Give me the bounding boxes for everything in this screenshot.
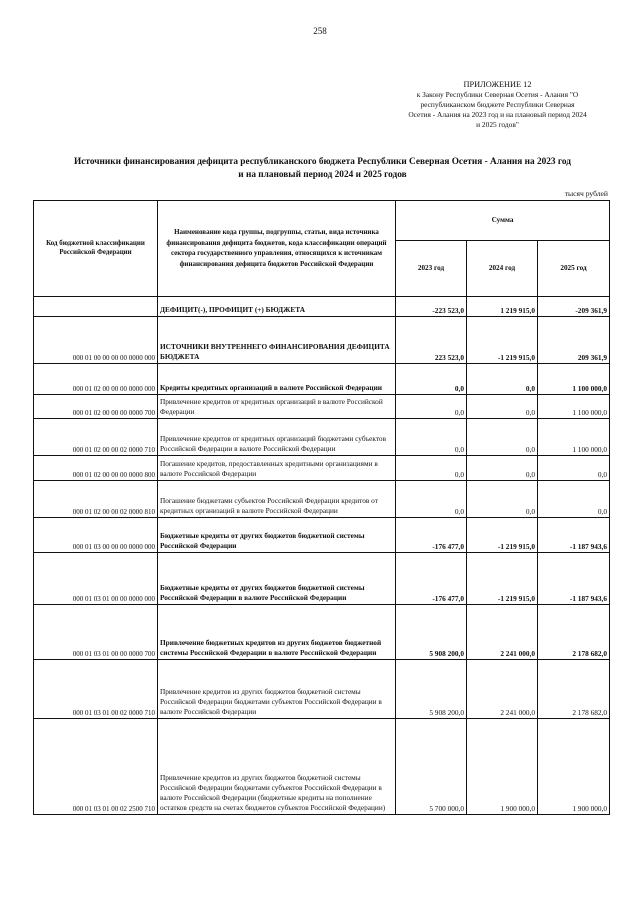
appendix-line: республиканском бюджете Республики Северная <box>420 100 575 109</box>
row-code: 000 01 02 00 00 02 0000 710 <box>34 419 158 456</box>
header-year-2025: 2025 год <box>538 241 610 297</box>
row-code: 000 01 02 00 00 00 0000 000 <box>34 364 158 395</box>
row-value-2023: -223 523,0 <box>396 297 467 317</box>
row-value-2023: 5 700 000,0 <box>396 719 467 815</box>
header-year-2024: 2024 год <box>467 241 538 297</box>
row-value-2024: 0,0 <box>467 395 538 419</box>
row-code: 000 01 03 01 00 00 0000 700 <box>34 605 158 660</box>
row-name: Бюджетные кредиты от других бюджетов бюджетной системы Российской Федерации <box>158 518 396 553</box>
appendix-title: ПРИЛОЖЕНИЕ 12 <box>463 80 532 89</box>
table-row <box>34 719 610 815</box>
row-value-2025: 1 100 000,0 <box>538 419 610 456</box>
row-value-2024: 0,0 <box>467 456 538 481</box>
row-name: Кредиты кредитных организаций в валюте Российской Федерации <box>158 364 396 395</box>
row-value-2023: 0,0 <box>396 481 467 518</box>
row-value-2023: -176 477,0 <box>396 553 467 605</box>
row-value-2025: 0,0 <box>538 456 610 481</box>
page-number: 258 <box>313 26 327 36</box>
row-name: Бюджетные кредиты от других бюджетов бюджетной системы Российской Федерации в валюте Российской Федерации <box>158 553 396 605</box>
row-code: 000 01 02 00 00 00 0000 800 <box>34 456 158 481</box>
appendix-block <box>385 80 610 130</box>
row-name: Привлечение кредитов от кредитных организаций в валюте Российской Федерации <box>158 395 396 419</box>
row-value-2024: 2 241 000,0 <box>467 605 538 660</box>
row-code: 000 01 03 01 00 02 0000 710 <box>34 660 158 719</box>
row-value-2023: 0,0 <box>396 419 467 456</box>
row-value-2025: 2 178 682,0 <box>538 660 610 719</box>
row-value-2024: 0,0 <box>467 419 538 456</box>
table-row <box>34 518 610 553</box>
document-title-line: и на плановый период 2024 и 2025 годов <box>238 170 407 180</box>
financing-table <box>33 200 610 815</box>
row-value-2024: 1 219 915,0 <box>467 297 538 317</box>
row-name: Привлечение кредитов из других бюджетов бюджетной системы Российской Федерации бюджетами субъектов Российской Федерации в валюте Российской Федерации <box>158 660 396 719</box>
row-value-2025: 209 361,9 <box>538 317 610 364</box>
table-row <box>34 419 610 456</box>
row-code: 000 01 02 00 00 00 0000 700 <box>34 395 158 419</box>
appendix-line: Осетия - Алания на 2023 год и на плановый период 2024 <box>408 110 587 119</box>
row-value-2024: -1 219 915,0 <box>467 317 538 364</box>
header-year-2023: 2023 год <box>396 241 467 297</box>
table-row <box>34 456 610 481</box>
row-value-2025: 1 900 000,0 <box>538 719 610 815</box>
table-row <box>34 553 610 605</box>
row-name: ДЕФИЦИТ(-), ПРОФИЦИТ (+) БЮДЖЕТА <box>158 297 396 317</box>
document-title <box>30 156 615 182</box>
row-value-2023: 223 523,0 <box>396 317 467 364</box>
row-value-2023: 0,0 <box>396 456 467 481</box>
row-name: Погашение бюджетами субъектов Российской Федерации кредитов от кредитных организаций в валюте Российской Федерации <box>158 481 396 518</box>
table-row <box>34 395 610 419</box>
row-value-2025: 2 178 682,0 <box>538 605 610 660</box>
document-title-line: Источники финансирования дефицита республиканского бюджета Республики Северная Осетия - Алания на 2023 год <box>74 157 571 167</box>
row-value-2024: 2 241 000,0 <box>467 660 538 719</box>
row-value-2023: -176 477,0 <box>396 518 467 553</box>
row-value-2023: 0,0 <box>396 395 467 419</box>
table-row <box>34 481 610 518</box>
row-value-2025: 1 100 000,0 <box>538 364 610 395</box>
row-code: 000 01 03 01 00 02 2500 710 <box>34 719 158 815</box>
appendix-line: и 2025 годов" <box>476 120 519 129</box>
row-value-2024: -1 219 915,0 <box>467 553 538 605</box>
row-code: 000 01 03 01 00 00 0000 000 <box>34 553 158 605</box>
table-row <box>34 317 610 364</box>
table-row <box>34 605 610 660</box>
row-value-2025: -1 187 943,6 <box>538 553 610 605</box>
row-code <box>34 297 158 317</box>
units-label: тысяч рублей <box>564 189 608 198</box>
row-code: 000 01 00 00 00 00 0000 000 <box>34 317 158 364</box>
row-value-2024: -1 219 915,0 <box>467 518 538 553</box>
appendix-line: к Закону Республики Северная Осетия - Алания "О <box>416 90 579 99</box>
row-value-2025: -1 187 943,6 <box>538 518 610 553</box>
row-name: Погашение кредитов, предоставленных кредитными организациями в валюте Российской Федерации <box>158 456 396 481</box>
row-name: Привлечение кредитов из других бюджетов бюджетной системы Российской Федерации бюджетами субъектов Российской Федерации в валюте Российской Федерации (бюджетные кредиты на пополнение остатков средств на счетах бюджетов субъектов Российской Федерации) <box>158 719 396 815</box>
table-row <box>34 660 610 719</box>
row-value-2023: 5 908 200,0 <box>396 605 467 660</box>
row-value-2025: 1 100 000,0 <box>538 395 610 419</box>
row-code: 000 01 02 00 00 02 0000 810 <box>34 481 158 518</box>
row-name: Привлечение бюджетных кредитов из других бюджетов бюджетной системы Российской Федерации в валюте Российской Федерации <box>158 605 396 660</box>
table-row <box>34 364 610 395</box>
row-name: ИСТОЧНИКИ ВНУТРЕННЕГО ФИНАНСИРОВАНИЯ ДЕФИЦИТА БЮДЖЕТА <box>158 317 396 364</box>
row-value-2025: -209 361,9 <box>538 297 610 317</box>
row-value-2023: 5 908 200,0 <box>396 660 467 719</box>
row-value-2024: 0,0 <box>467 364 538 395</box>
row-value-2023: 0,0 <box>396 364 467 395</box>
row-name: Привлечение кредитов от кредитных организаций бюджетами субъектов Российской Федерации в валюте Российской Федерации <box>158 419 396 456</box>
table-row <box>34 297 610 317</box>
row-value-2025: 0,0 <box>538 481 610 518</box>
row-value-2024: 1 900 000,0 <box>467 719 538 815</box>
header-name: Наименование кода группы, подгруппы, статьи, вида источника финансирования дефицита бюджетов, кода классификации операций сектора государственного управления, относящихся к источникам финансирования дефицита бюджетов Российской Федерации <box>158 201 396 297</box>
row-code: 000 01 03 00 00 00 0000 000 <box>34 518 158 553</box>
row-value-2024: 0,0 <box>467 481 538 518</box>
header-code: Код бюджетной классификации Российской Федерации <box>34 201 158 297</box>
header-sum: Сумма <box>396 201 610 241</box>
